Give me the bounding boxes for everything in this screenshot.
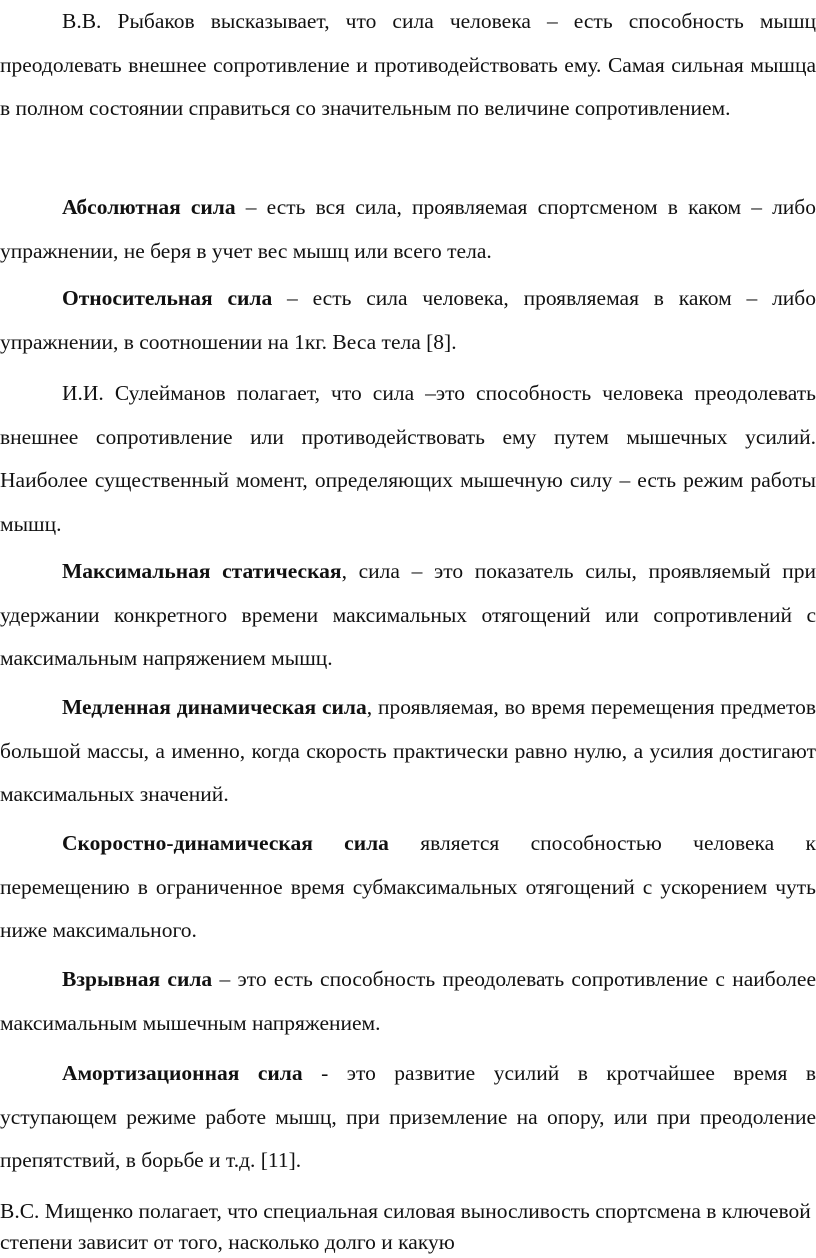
paragraph-text: И.И. Сулейманов полагает, что сила –это способность человека преодолевать внешнее сопротивление или противодействовать ему путем мышечных усилий. Наиболее существенный момент, определяющих мышечную силу – есть режим работы мышц. xyxy=(0,381,816,536)
paragraph-absolute-strength xyxy=(0,186,816,273)
paragraph-speed-dynamic xyxy=(0,822,816,953)
paragraph-suleymanov xyxy=(0,372,816,546)
term-speed-dynamic: Скоростно-динамическая сила xyxy=(62,831,389,855)
paragraph-text: – есть сила человека, проявляемая в каком – либо упражнении, в соотношении на 1кг. Веса тела [8]. xyxy=(0,286,816,354)
paragraph-amortization xyxy=(0,1052,816,1183)
term-absolute-strength: Абсолютная сила xyxy=(62,195,236,219)
paragraph-explosive xyxy=(0,958,816,1045)
paragraph-max-static xyxy=(0,550,816,681)
paragraph-text: , проявляемая, во время перемещения предметов большой массы, а именно, когда скорость практически равно нулю, а усилия достигают максимальных значений. xyxy=(0,695,816,806)
term-max-static: Максимальная статическая xyxy=(62,559,342,583)
paragraph-text: – есть вся сила, проявляемая спортсменом в каком – либо упражнении, не беря в учет вес мышц или всего тела. xyxy=(0,195,816,263)
paragraph-text: В.С. Мищенко полагает, что специальная силовая выносливость спортсмена в ключевой степени зависит от того, насколько долго и какую xyxy=(0,1199,811,1254)
paragraph-mishchenko xyxy=(0,1196,816,1258)
term-amortization: Амортизационная сила xyxy=(62,1061,303,1085)
term-slow-dynamic: Медленная динамическая сила xyxy=(62,695,367,719)
paragraph-rybakov xyxy=(0,0,816,131)
paragraph-text: В.В. Рыбаков высказывает, что сила человека – есть способность мышц преодолевать внешнее сопротивление и противодействовать ему. Самая сильная мышца в полном состоянии справиться со значительным по величине сопротивлением. xyxy=(0,9,816,120)
paragraph-text: - это развитие усилий в кротчайшее время в уступающем режиме работе мышц, при приземление на опору, или при преодоление препятствий, в борьбе и т.д. [11]. xyxy=(0,1061,816,1172)
paragraph-text: – это есть способность преодолевать сопротивление с наиболее максимальным мышечным напряжением. xyxy=(0,967,816,1035)
paragraph-text: является способностью человека к перемещению в ограниченное время субмаксимальных отягощений с ускорением чуть ниже максимального. xyxy=(0,831,816,942)
paragraph-relative-strength xyxy=(0,277,816,364)
paragraph-text: , сила – это показатель силы, проявляемый при удержании конкретного времени максимальных отягощений или сопротивлений с максимальным напряжением мышц. xyxy=(0,559,816,670)
term-explosive: Взрывная сила xyxy=(62,967,213,991)
paragraph-slow-dynamic xyxy=(0,686,816,817)
term-relative-strength: Относительная сила xyxy=(62,286,273,310)
